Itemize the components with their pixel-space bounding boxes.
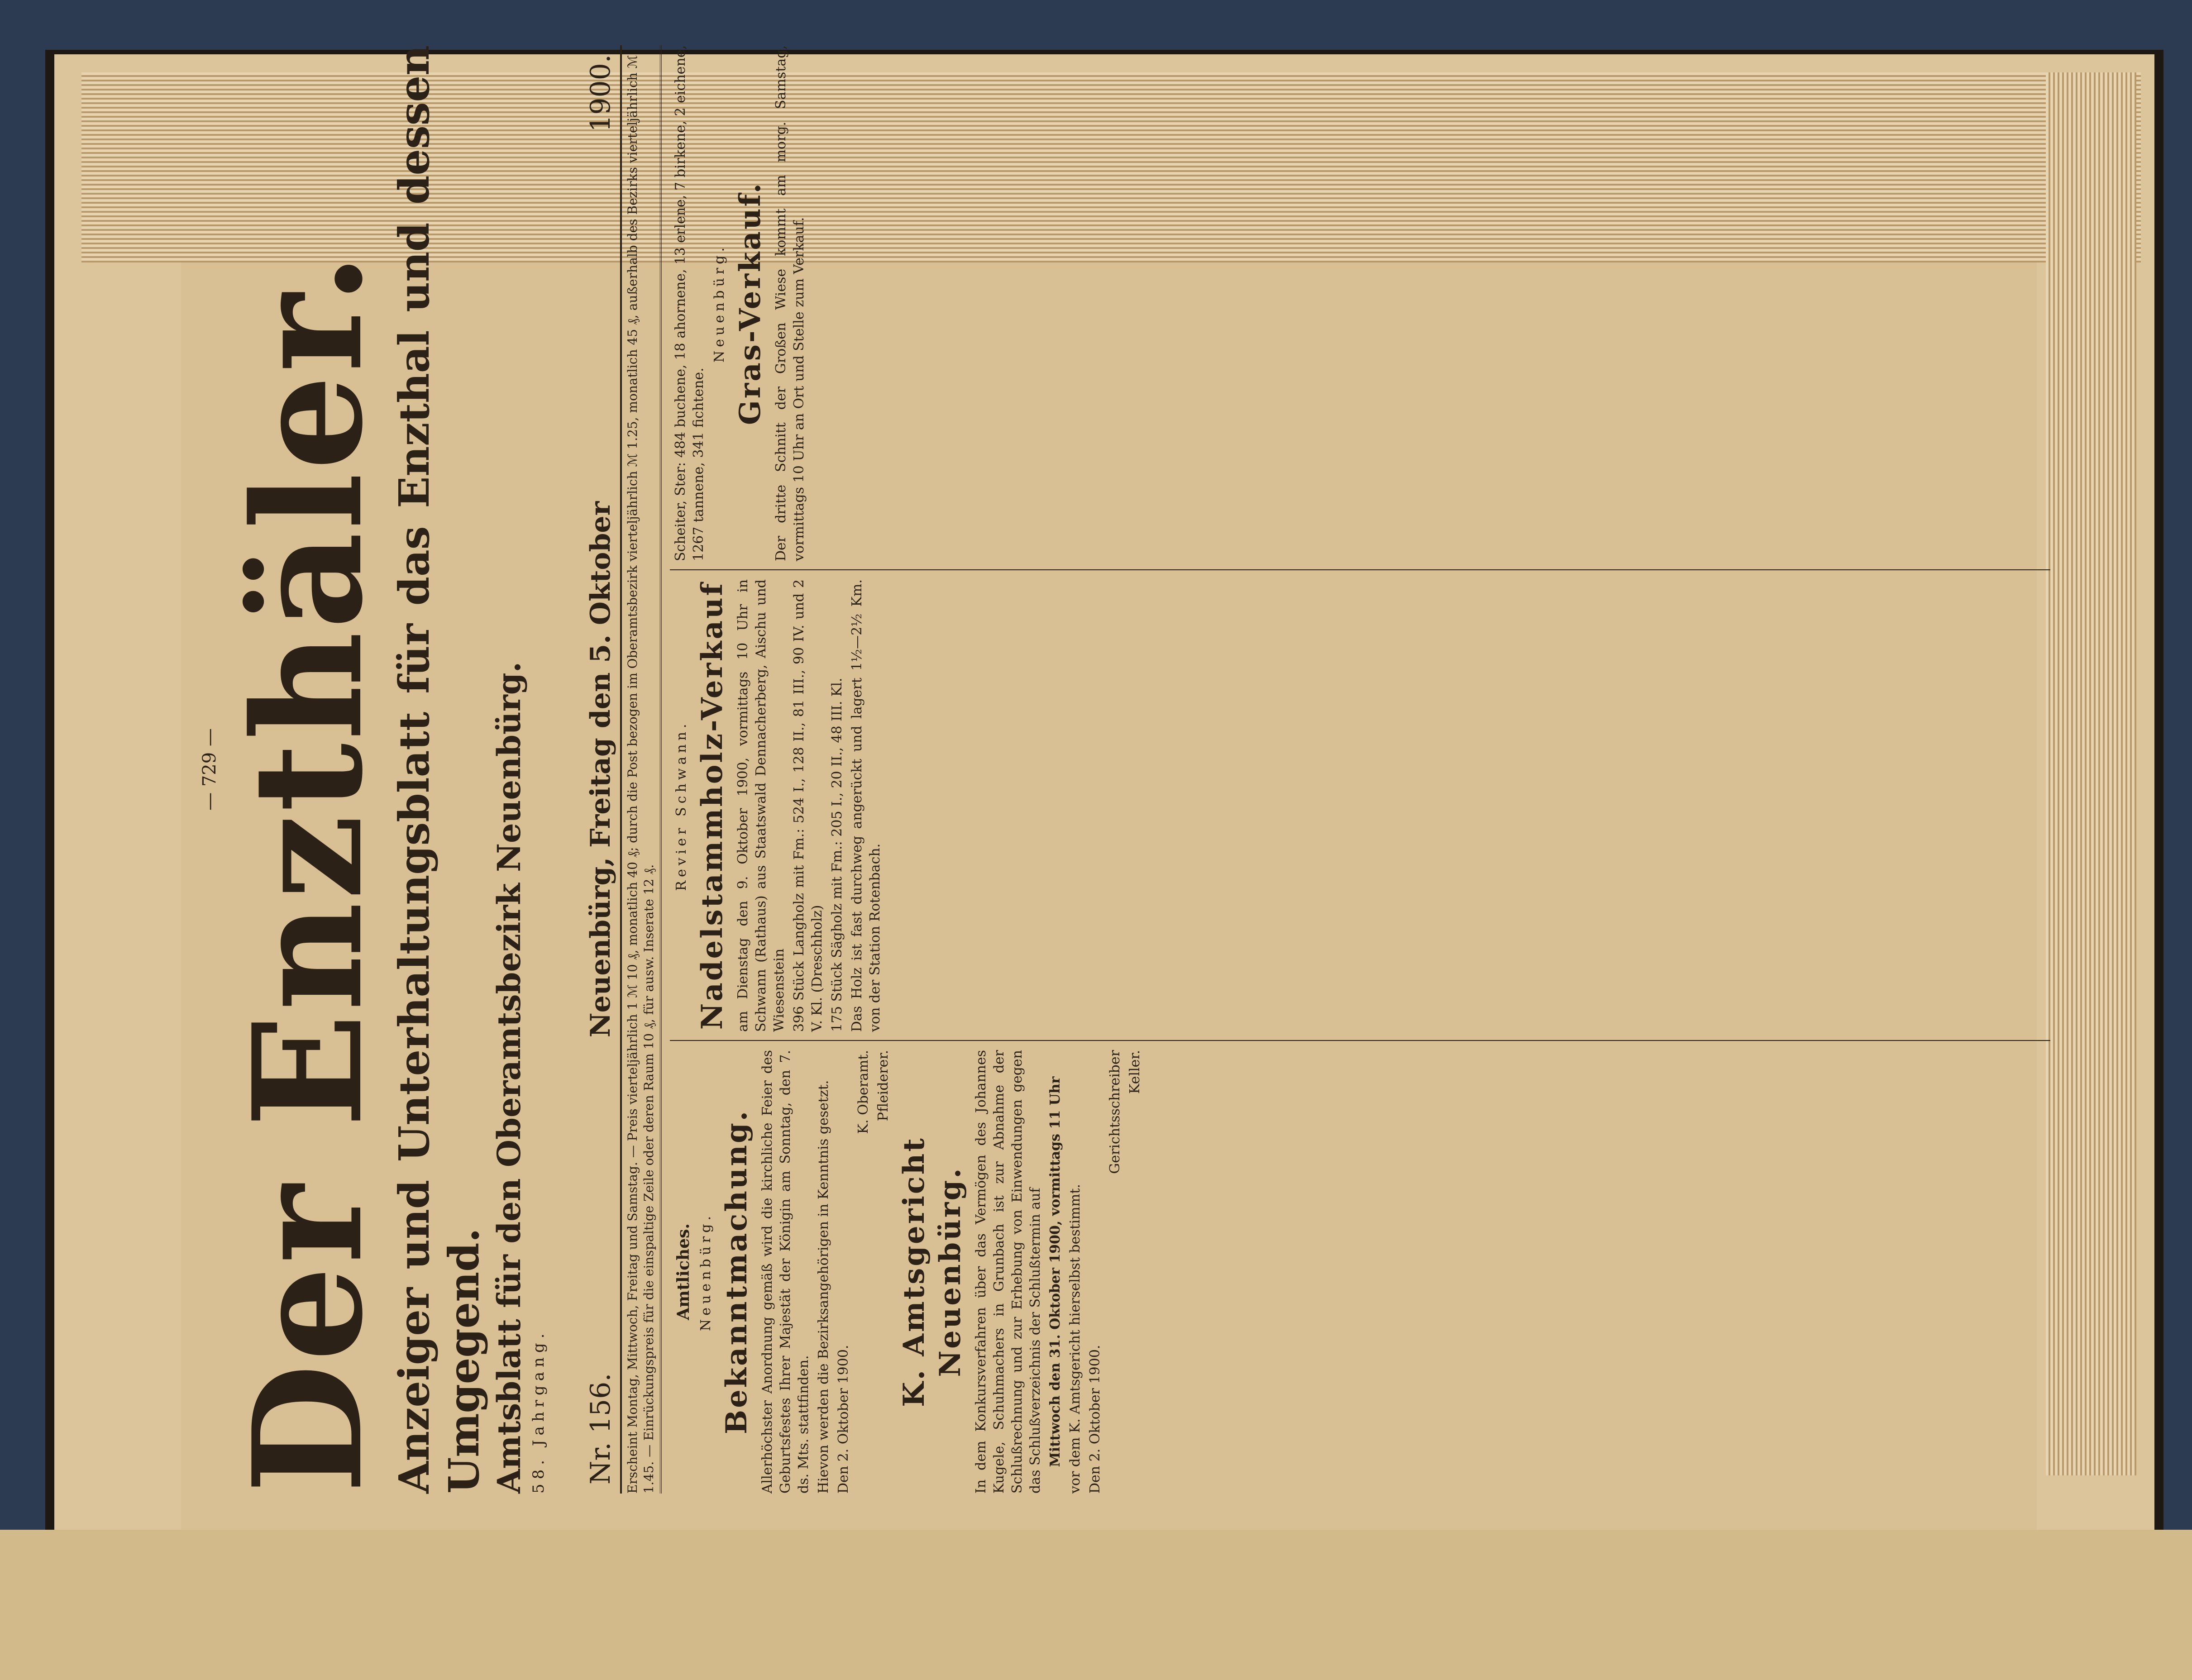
article-text: Allerhöchster Anordnung gemäß wird die kirchliche Feier des Geburtsfestes Ihrer Majestät der Königin am Sonntag, den 7. ds. Mts. stattfinden. bbox=[759, 1050, 812, 1494]
left-facing-page bbox=[0, 1530, 2192, 1680]
article-text: In dem Konkursverfahren über das Vermögen des Johannes Kugele, Schuhmachers in Grunbach ist zur Abnahme der Schlußrechnung und zur Erhebung von Einwendungen gegen das Schlußverzeichnis der Schlußtermin auf bbox=[973, 1050, 1043, 1494]
section-heading: Amtliches. bbox=[674, 1223, 693, 1320]
column-3 bbox=[670, 45, 810, 561]
article-date: Den 2. Oktober 1900. bbox=[1087, 1345, 1103, 1494]
article-heading: Bekanntmachung. bbox=[720, 1109, 754, 1435]
issue-place-date: Neuenbürg, Freitag den 5. Oktober bbox=[585, 501, 616, 1038]
article-text: 396 Stück Langholz mit Fm.: 524 I., 128 II., 81 III., 90 IV. und 2 V. Kl. (Dreschholz) bbox=[791, 579, 825, 1032]
signature: Gerichtsschreiber bbox=[1107, 1050, 1123, 1174]
newspaper-title: Der Enzthäler. bbox=[220, 250, 396, 1494]
signature: Keller. bbox=[1127, 1050, 1143, 1094]
article-text: 175 Stück Sägholz mit Fm.: 205 I., 20 II., 48 III. Kl. bbox=[829, 678, 845, 1032]
column-1 bbox=[670, 1050, 1146, 1494]
signature: K. Oberamt. bbox=[855, 1050, 871, 1134]
article-text: Der dritte Schnitt der Großen Wiese kommt am morg. Samstag, vormittags 10 Uhr an Ort und Stelle zum Verkauf. bbox=[773, 45, 807, 561]
place-heading: Revier Schwann. bbox=[673, 720, 689, 891]
newspaper-subtitle: Anzeiger und Unterhaltungsblatt für das Enzthal und dessen Umgegend. bbox=[390, 45, 488, 1494]
article-heading: Gras-Verkauf. bbox=[733, 181, 767, 425]
article-date: Den 2. Oktober 1900. bbox=[836, 1345, 851, 1494]
dateline bbox=[579, 45, 622, 1494]
rotated-newspaper-content bbox=[199, 45, 2082, 1494]
article-text: am Dienstag den 9. Oktober 1900, vormittags 10 Uhr in Schwann (Rathaus) aus Staatswald Dennacherberg, Aischu und Wiesenstein bbox=[735, 579, 787, 1032]
place-heading: Neuenbürg. bbox=[698, 1212, 714, 1332]
article-heading: K. Amtsgericht Neuenbürg. bbox=[897, 1136, 967, 1407]
signature: Pfleiderer. bbox=[875, 1050, 891, 1122]
article-heading: Nadelstammholz-Verkauf bbox=[695, 581, 729, 1030]
page-number: — 729 — bbox=[199, 728, 220, 811]
column-2 bbox=[670, 579, 886, 1032]
masthead bbox=[220, 45, 548, 1494]
issue-year: 1900. bbox=[585, 54, 616, 132]
article-text: Scheiter, Ster: 484 buchene, 18 ahornene, 13 erlene, 7 birkene, 2 eichene, 1267 tannene, 341 fichtene. bbox=[673, 45, 707, 561]
column-rule bbox=[670, 569, 2050, 570]
article-text: Hievon werden die Bezirksangehörigen in Kenntnis gesetzt. bbox=[816, 1080, 831, 1494]
article-text: Das Holz ist fast durchweg angerückt und lagert 1½—2½ Km. von der Station Rotenbach. bbox=[849, 579, 883, 1032]
article-text: Mittwoch den 31. Oktober 1900, vormittags 11 Uhr bbox=[1047, 1076, 1063, 1467]
column-rule bbox=[670, 1040, 2050, 1041]
amtsblatt-line: Amtsblatt für den Oberamtsbezirk Neuenbürg. bbox=[490, 661, 528, 1494]
issue-number: Nr. 156. bbox=[585, 1373, 616, 1484]
article-text: vor dem K. Amtsgericht hierselbst bestimmt. bbox=[1067, 1184, 1083, 1494]
subscription-prices: Erscheint Montag, Mittwoch, Freitag und Samstag. — Preis vierteljährlich 1 ℳ 10 ₰, monatlich 40 ₰; durch die Post bezogen im Oberamtsbezirk vierteljährlich ℳ 1.25, monatlich 45 ₰, außerhalb des Bezirks vierteljährlich ℳ 1.45. — Einrückungspreis für die einspaltige Zeile oder deren Raum 10 ₰, für ausw. Inserate 12 ₰. bbox=[625, 45, 662, 1494]
place-heading: Neuenbürg. bbox=[712, 244, 727, 363]
jahrgang: 58. Jahrgang. bbox=[530, 1329, 548, 1494]
